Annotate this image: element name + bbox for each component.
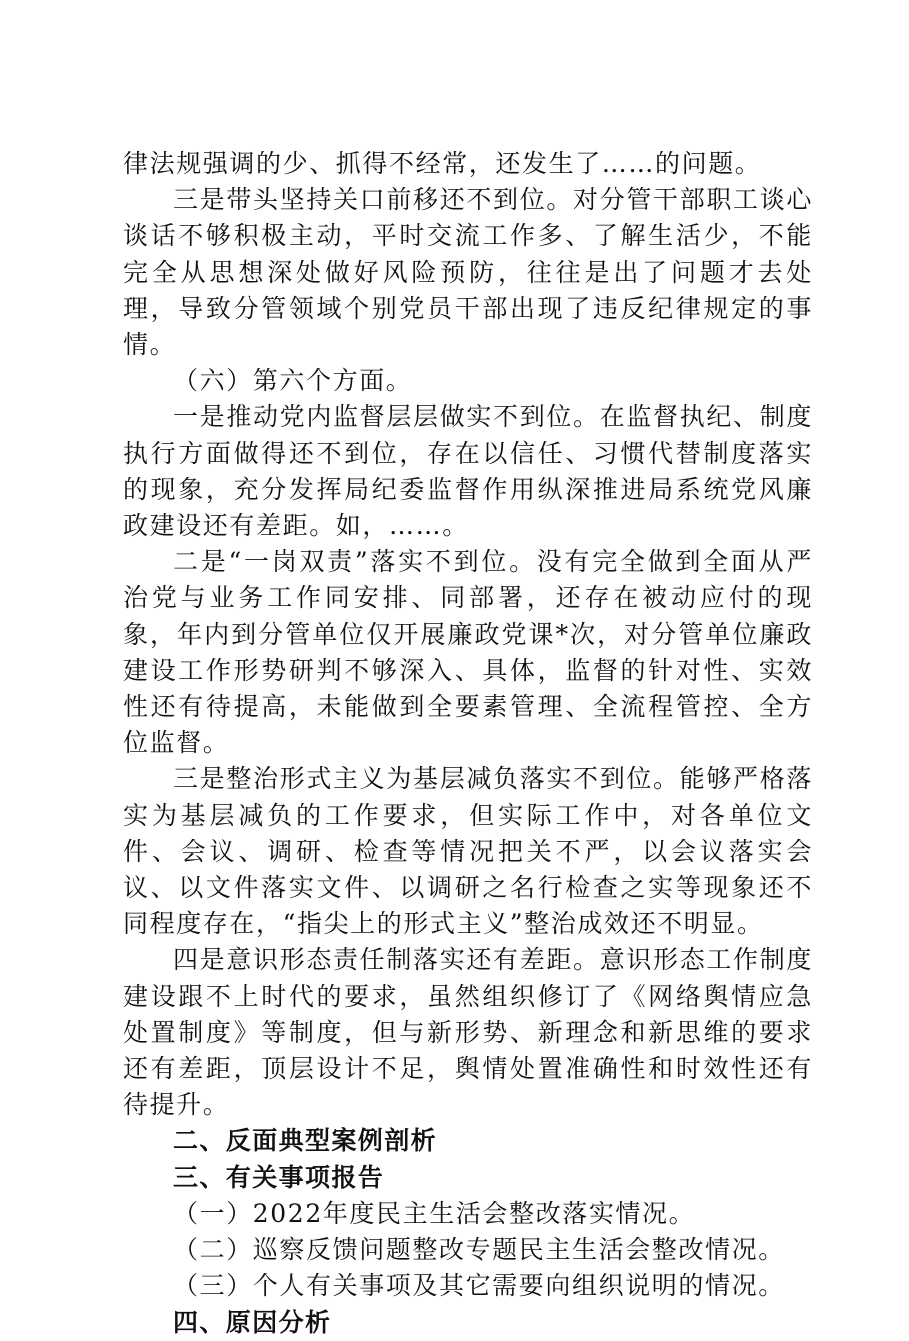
heading-cause-analysis: 四、原因分析 (173, 1307, 332, 1337)
section-six-heading: （六）第六个方面。 (173, 366, 413, 396)
paragraph-item-4-ideology: 四是意识形态责任制落实还有差距。意识形态工作制度建设跟不上时代的要求，虽然组织修订了《网络舆情应急处置制度》等制度，但与新形势、新理念和新思维的要求还有差距，顶层设计不足，舆情处置准确性和时效性还有待提升。 (123, 945, 813, 1120)
subitem-personal-matters: （三）个人有关事项及其它需要向组织说明的情况。 (173, 1271, 785, 1301)
subitem-rectification-2022: （一）2022年度民主生活会整改落实情况。 (173, 1198, 696, 1228)
paragraph-item-1-supervision: 一是推动党内监督层层做实不到位。在监督执纪、制度执行方面做得还不到位，存在以信任、习惯代替制度落实的现象，充分发挥局纪委监督作用纵深推进局系统党风廉政建设还有差距。如，……。 (123, 402, 813, 541)
paragraph-item-2-dual-duty: 二是“一岗双责”落实不到位。没有完全做到全面从严治党与业务工作同安排、同部署，还存在被动应付的现象，年内到分管单位仅开展廉政党课*次，对分管单位廉政建设工作形势研判不够深入、具体，监督的针对性、实效性还有待提高，未能做到全要素管理、全流程管控、全方位监督。 (123, 547, 813, 758)
heading-case-analysis: 二、反面典型案例剖析 (173, 1126, 438, 1156)
heading-matters-report: 三、有关事项报告 (173, 1162, 385, 1192)
paragraph-item-3-checkpoint: 三是带头坚持关口前移还不到位。对分管干部职工谈心谈话不够积极主动，平时交流工作多、了解生活少，不能完全从思想深处做好风险预防，往往是出了问题才去处理，导致分管领域个别党员干部出现了违反纪律规定的事情。 (123, 185, 813, 360)
document-body (123, 146, 813, 1341)
subitem-inspection-feedback: （二）巡察反馈问题整改专题民主生活会整改情况。 (173, 1235, 785, 1265)
paragraph-item-3-formalism: 三是整治形式主义为基层减负落实不到位。能够严格落实为基层减负的工作要求，但实际工作中，对各单位文件、会议、调研、检查等情况把关不严，以会议落实会议、以文件落实文件、以调研之名行检查之实等现象还不同程度存在，“指尖上的形式主义”整治成效还不明显。 (123, 764, 813, 939)
paragraph-continuation: 律法规强调的少、抓得不经常，还发生了……的问题。 (123, 149, 762, 178)
